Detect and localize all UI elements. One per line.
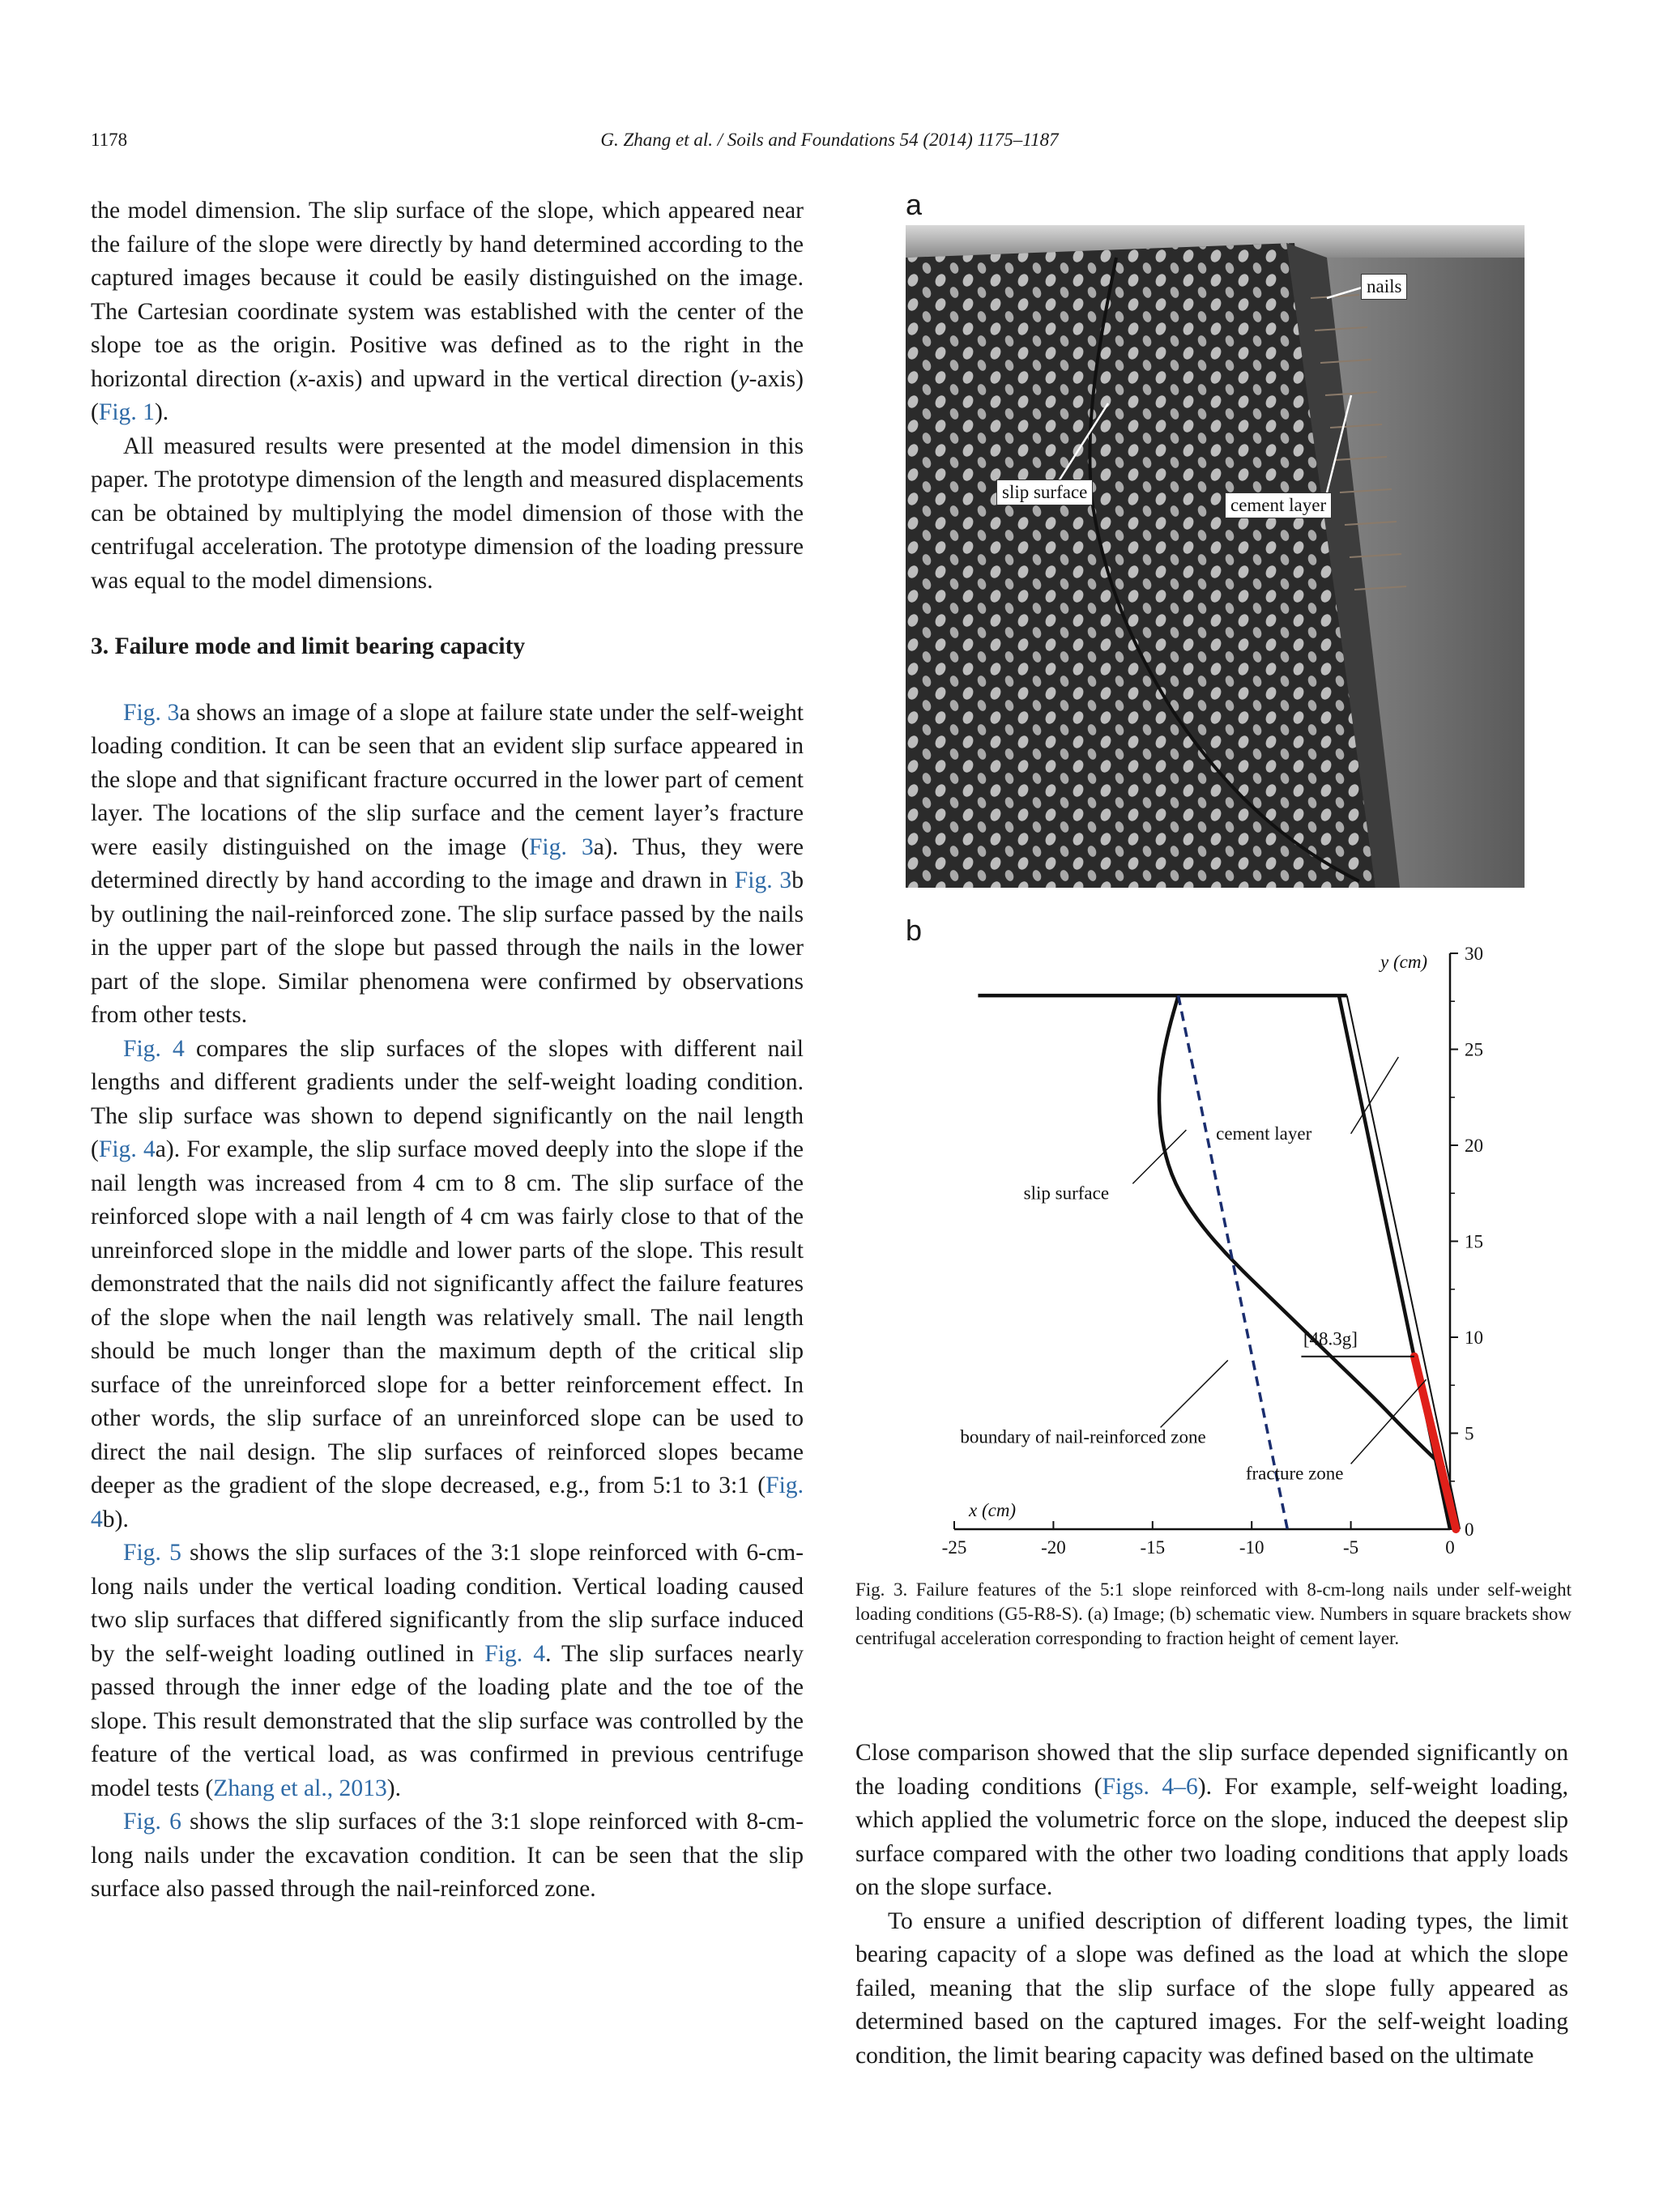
x-axis-label: x (cm)	[969, 1500, 1017, 1520]
paragraph: All measured results were presented at the model dimension in this paper. The prototype dimension of the length and measured displacements can be obtained by multiplying the model dimension of those with the centrifugal acceleration. The prototype dimension of the loading pressure was equal to the model dimensions.	[91, 433, 804, 594]
leader-boundary	[1161, 1360, 1228, 1427]
fig-link[interactable]: Fig. 4	[123, 1035, 185, 1062]
annotation-fracture-zone: fracture zone	[1245, 1463, 1344, 1484]
fig-link[interactable]: Fig. 3	[528, 833, 594, 860]
slope-photo	[906, 225, 1525, 888]
figure-caption: Fig. 3. Failure features of the 5:1 slope reinforced with 8-cm-long nails under self-weight loading conditions (G5-R8-S). (a) Image; (b) schematic view. Numbers in square brackets show centrifugal acceleration corresponding to fraction height of cement layer.	[855, 1579, 1572, 1648]
fig-link[interactable]: Fig. 1	[98, 399, 155, 425]
fig-link[interactable]: Fig. 3	[123, 699, 180, 726]
slip-surface-label: slip surface	[996, 479, 1093, 505]
annotation-cement-layer: cement layer	[1216, 1123, 1312, 1144]
y-tick-label: 30	[1465, 944, 1483, 964]
x-tick-label: -10	[1239, 1537, 1265, 1558]
paragraph: Fig. 4 compares the slip surfaces of the slopes with different nail lengths and different gradients under the self-weight loading condition. The slip surface was shown to depend significantly on the nail length (Fig. 4a). For example, the slip surface moved deeply into the slope if the nail length was increased from 4 cm to 8 cm. The slip surface of the reinforced slope with a nail length of 4 cm was fairly close to that of the unreinforced slope in the middle and lower parts of the slope. This result demonstrated that the nails did not significantly affect the failure features of the slope when the nail length was relatively small. The nail length should be much longer than the maximum depth of the critical slip surface of the unreinforced slope for a better reinforcement effect. In other words, the slip surface of an unreinforced slope can be used to direct the nail design. The slip surfaces of reinforced slopes became deeper as the gradient of the slope decreased, e.g., from 5:1 to 3:1 (Fig. 4b).	[91, 1035, 804, 1532]
paragraph: Fig. 6 shows the slip surfaces of the 3:1 slope reinforced with 8-cm-long nails under the excavation condition. It can be seen that the slip surface also passed through the nail-reinforced zone.	[91, 1809, 804, 1902]
annotation-bracket: [48.3g]	[1303, 1328, 1358, 1349]
leader-slip-surface	[1132, 1130, 1186, 1183]
panel-b-letter: b	[906, 914, 923, 947]
x-tick-label: -15	[1140, 1537, 1166, 1558]
x-tick-label: -20	[1041, 1537, 1066, 1558]
right-column	[855, 1737, 1568, 2073]
slope-photo-image	[906, 225, 1525, 888]
fig-link[interactable]: Figs. 4–6	[1102, 1773, 1198, 1800]
fig-link[interactable]: Fig. 4	[484, 1640, 546, 1667]
annotation-boundary: boundary of nail-reinforced zone	[960, 1426, 1206, 1447]
leader-fracture-zone	[1351, 1379, 1427, 1464]
page-number: 1178	[91, 130, 128, 150]
x-tick-label: -5	[1343, 1537, 1359, 1558]
y-tick-label: 5	[1465, 1423, 1474, 1444]
fig-link[interactable]: Fig. 3	[734, 867, 792, 893]
fig-link[interactable]: Fig. 6	[123, 1809, 181, 1835]
paragraph: Fig. 3a shows an image of a slope at failure state under the self-weight loading condition. It can be seen that an evident slip surface appeared in the slope and that significant fracture occurred in the lower part of cement layer. The locations of the slip surface and the cement layer’s fracture were easily distinguished on the image (Fig. 3a). Thus, they were determined directly by hand according to the image and drawn in Fig. 3b by outlining the nail-reinforced zone. The slip surface passed by the nails in the upper part of the slope but passed through the nails in the lower part of the slope. Similar phenomena were confirmed by observations from other tests.	[91, 699, 804, 1028]
paragraph: To ensure a unified description of different loading types, the limit bearing capacity of a slope was defined as the load at which the slope failed, meaning that the slip surface of the slope fully appeared as determined based on the captured images. For the self-weight loading condition, the limit bearing capacity was defined based on the ultimate	[855, 1907, 1568, 2069]
y-tick-label: 0	[1465, 1519, 1474, 1540]
y-tick-label: 15	[1465, 1231, 1483, 1252]
x-tick-label: 0	[1445, 1537, 1455, 1558]
nails-label: nails	[1361, 274, 1407, 300]
y-tick-label: 10	[1465, 1328, 1483, 1348]
fig-link[interactable]: Fig. 5	[123, 1540, 181, 1566]
fig-link[interactable]: Fig. 4	[91, 1473, 804, 1532]
y-axis-label: y (cm)	[1380, 952, 1428, 972]
y-tick-label: 25	[1465, 1039, 1483, 1060]
annotation-slip-surface: slip surface	[1023, 1183, 1110, 1204]
slip-surface-chart	[891, 923, 1604, 1571]
x-tick-label: -25	[941, 1537, 967, 1558]
paragraph: Fig. 5 shows the slip surfaces of the 3:1 slope reinforced with 6-cm-long nails under the vertical loading condition. Vertical loading caused two slip surfaces that differed significantly from the slip surface induced by the self-weight loading outlined in Fig. 4. The slip surfaces nearly passed through the inner edge of the loading plate and the toe of the slope. This result demonstrated that the slip surface was controlled by the feature of the vertical load, as was confirmed in previous centrifuge model tests (Zhang et al., 2013).	[91, 1540, 804, 1801]
panel-a-letter: a	[906, 188, 923, 221]
left-column	[91, 194, 804, 1907]
citation-link[interactable]: Zhang et al., 2013	[213, 1775, 387, 1801]
fig-link[interactable]: Fig. 4	[98, 1136, 156, 1162]
running-title: G. Zhang et al. / Soils and Foundations 54 (2014) 1175–1187	[600, 130, 1059, 150]
paragraph: the model dimension. The slip surface of the slope, which appeared near the failure of the slope were directly by hand determined according to the captured images because it could be easily distinguished on the image. The Cartesian coordinate system was established with the center of the slope toe as the origin. Positive was defined as to the right in the horizontal direction (x-axis) and upward in the vertical direction (y-axis) (Fig. 1).	[91, 198, 804, 425]
paragraph: Close comparison showed that the slip surface depended significantly on the loading conditions (Figs. 4–6). For example, self-weight loading, which applied the volumetric force on the slope, induced the deepest slip surface compared with the other two loading conditions that apply loads on the slope surface.	[855, 1740, 1568, 1900]
series-slip-surface-curve	[1159, 995, 1444, 1468]
section-heading: 3. Failure mode and limit bearing capacity	[91, 633, 526, 659]
cement-layer-label: cement layer	[1225, 492, 1332, 518]
y-tick-label: 20	[1465, 1136, 1483, 1156]
